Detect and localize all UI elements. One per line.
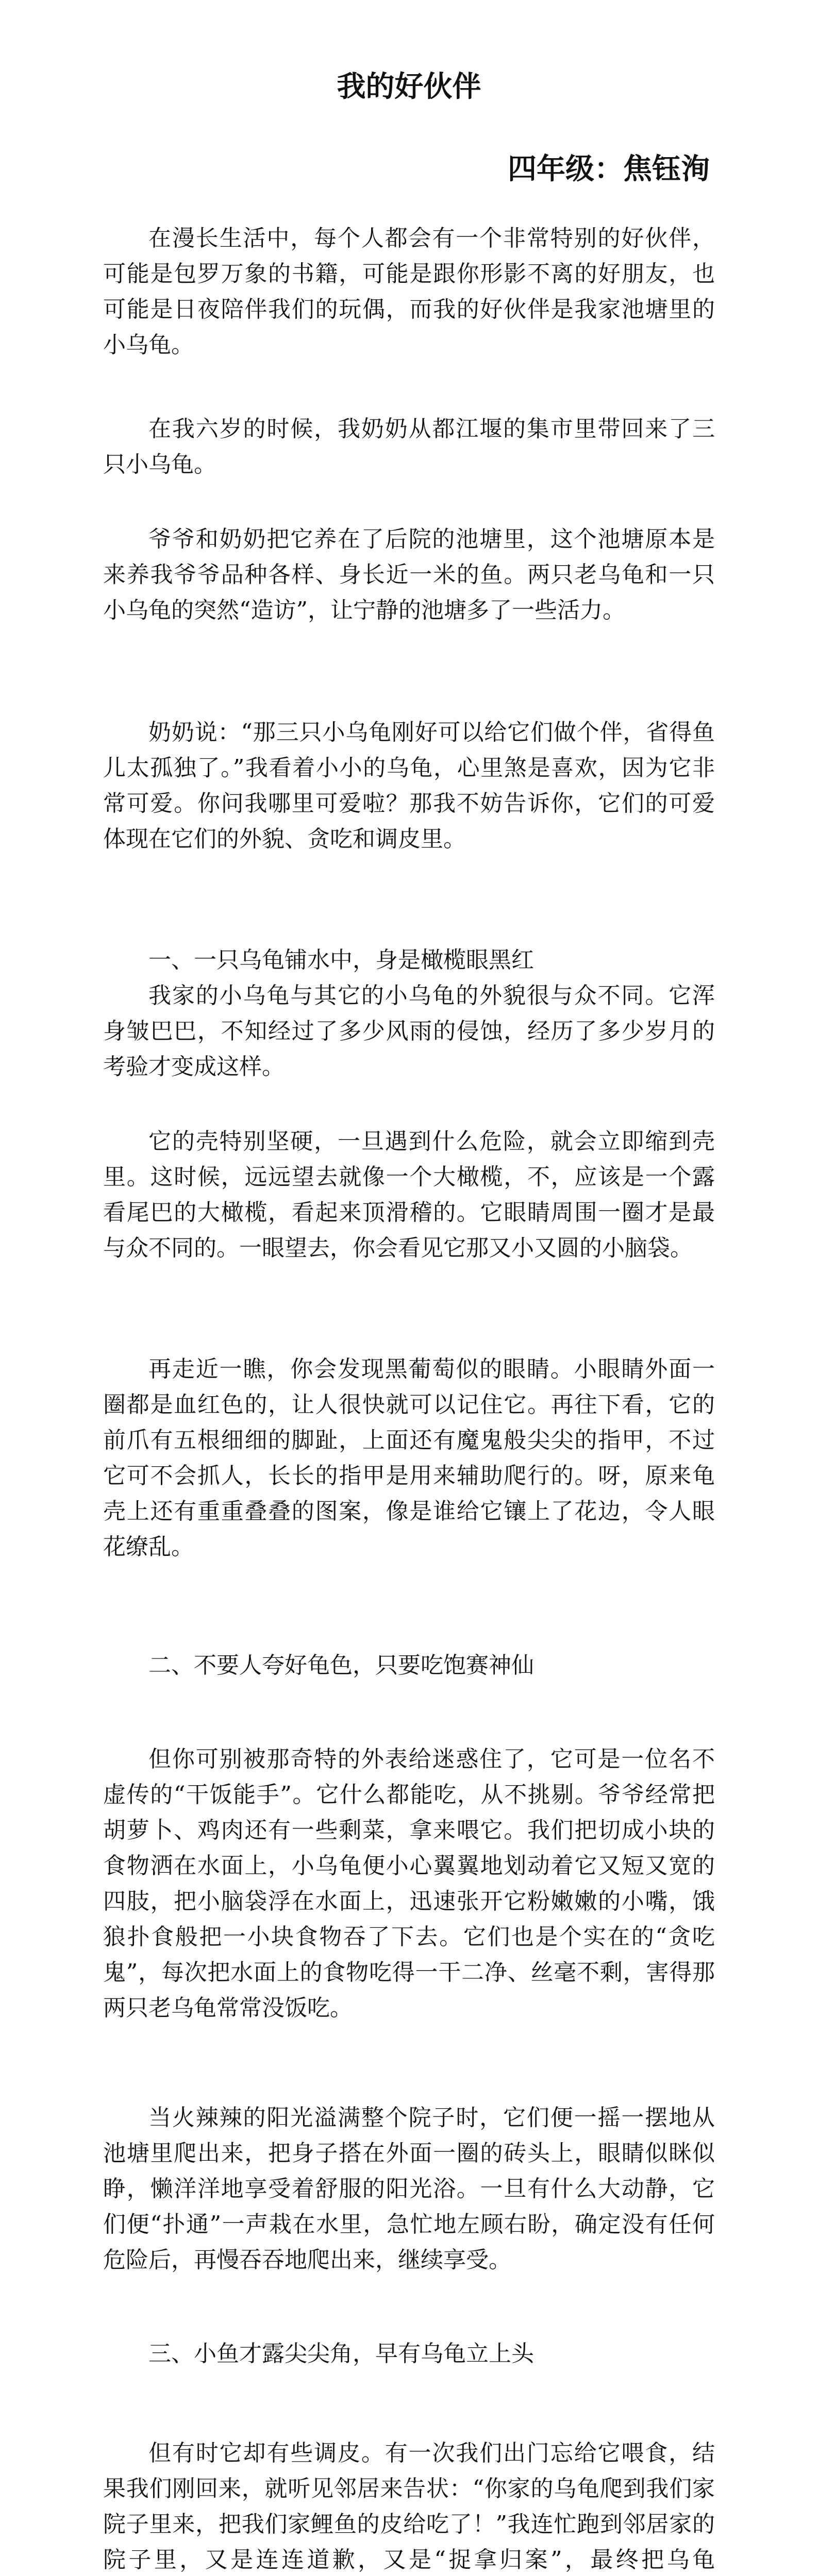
section-heading: 三、小鱼才露尖尖角，早有乌龟立上头 <box>148 2341 534 2367</box>
paragraph: 我家的小乌龟与其它的小乌龟的外貌很与众不同。它浑身皱巴巴，不知经过了多少风雨的侵蚀，经历了多少岁月的考验才变成这样。 <box>103 982 715 1080</box>
paragraph-5-block <box>103 978 715 1084</box>
paragraph-4-block <box>103 715 715 857</box>
paragraph-2-block <box>103 411 715 482</box>
section-heading-3-block <box>103 2336 715 2371</box>
paragraph: 当火辣辣的阳光溢满整个院子时，它们便一摇一摆地从池塘里爬出来，把身子搭在外面一圈的砖头上，眼睛似眯似睁，懒洋洋地享受着舒服的阳光浴。一旦有什么大动静，它们便“扑通”一声栽在水里，急忙地左顾右盼，确定没有任何危险后，再慢吞吞地爬出来，继续享受。 <box>103 2105 715 2273</box>
paragraph-10-block <box>103 2435 715 2576</box>
paragraph: 奶奶说：“那三只小乌龟刚好可以给它们做个伴，省得鱼儿太孤独了。”我看着小小的乌龟，心里煞是喜欢，因为它非常可爱。你问我哪里可爱啦？那我不妨告诉你，它们的可爱体现在它们的外貌、贪吃和调皮里。 <box>103 719 715 852</box>
paragraph: 但有时它却有些调皮。有一次我们出门忘给它喂食，结果我们刚回来，就听见邻居来告状：“你家的乌龟爬到我们家院子里来，把我们家鲤鱼的皮给吃了！”我连忙跑到邻居家的院子里，又是连连道歉，又是“捉拿归案”，最终把乌龟 <box>103 2440 715 2573</box>
essay-title: 我的好伙伴 <box>337 70 481 104</box>
section-heading-1-block <box>103 942 715 978</box>
paragraph: 它的壳特别坚硬，一旦遇到什么危险，就会立即缩到壳里。这时候，远远望去就像一个大橄榄，不，应该是一个露看尾巴的大橄榄，看起来顶滑稽的。它眼睛周围一圈才是最与众不同的。一眼望去，你会看见它那又小又圆的小脑袋。 <box>103 1128 715 1261</box>
paragraph: 但你可别被那奇特的外表给迷惑住了，它可是一位名不虚传的“干饭能手”。它什么都能吃，从不挑剔。爷爷经常把胡萝卜、鸡肉还有一些剩菜，拿来喂它。我们把切成小块的食物洒在水面上，小乌龟便小心翼翼地划动着它又短又宽的四肢，把小脑袋浮在水面上，迅速张开它粉嫩嫩的小嘴，饿狼扑食般把一小块食物吞了下去。它们也是个实在的“贪吃鬼”，每次把水面上的食物吃得一干二净、丝毫不剩，害得那两只老乌龟常常没饭吃。 <box>103 1746 715 2021</box>
section-heading-2-block <box>103 1648 715 1683</box>
paragraph-1-block <box>103 221 715 363</box>
section-heading: 二、不要人夸好龟色，只要吃饱赛神仙 <box>148 1652 534 1679</box>
author-line: 四年级：焦钰洵 <box>508 152 710 186</box>
paragraph: 爷爷和奶奶把它养在了后院的池塘里，这个池塘原本是来养我爷爷品种各样、身长近一米的鱼。两只老乌龟和一只小乌龟的突然“造访”，让宁静的池塘多了一些活力。 <box>103 526 715 623</box>
paragraph-7-block <box>103 1351 715 1565</box>
paragraph-9-block <box>103 2100 715 2278</box>
paragraph-6-block <box>103 1124 715 1266</box>
paragraph-8-block <box>103 1741 715 2026</box>
paragraph: 在我六岁的时候，我奶奶从都江堰的集市里带回来了三只小乌龟。 <box>103 416 715 478</box>
section-heading: 一、一只乌龟铺水中，身是橄榄眼黑红 <box>148 947 534 973</box>
paragraph: 在漫长生活中，每个人都会有一个非常特别的好伙伴，可能是包罗万象的书籍，可能是跟你形影不离的好朋友，也可能是日夜陪伴我们的玩偶，而我的好伙伴是我家池塘里的小乌龟。 <box>103 225 715 358</box>
paragraph-3-block <box>103 521 715 628</box>
paragraph: 再走近一瞧，你会发现黑葡萄似的眼睛。小眼睛外面一圈都是血红色的，让人很快就可以记住它。再往下看，它的前爪有五根细细的脚趾，上面还有魔鬼般尖尖的指甲，不过它可不会抓人，长长的指甲是用来辅助爬行的。呀，原来龟壳上还有重重叠叠的图案，像是谁给它镶上了花边，令人眼花缭乱。 <box>103 1356 715 1560</box>
